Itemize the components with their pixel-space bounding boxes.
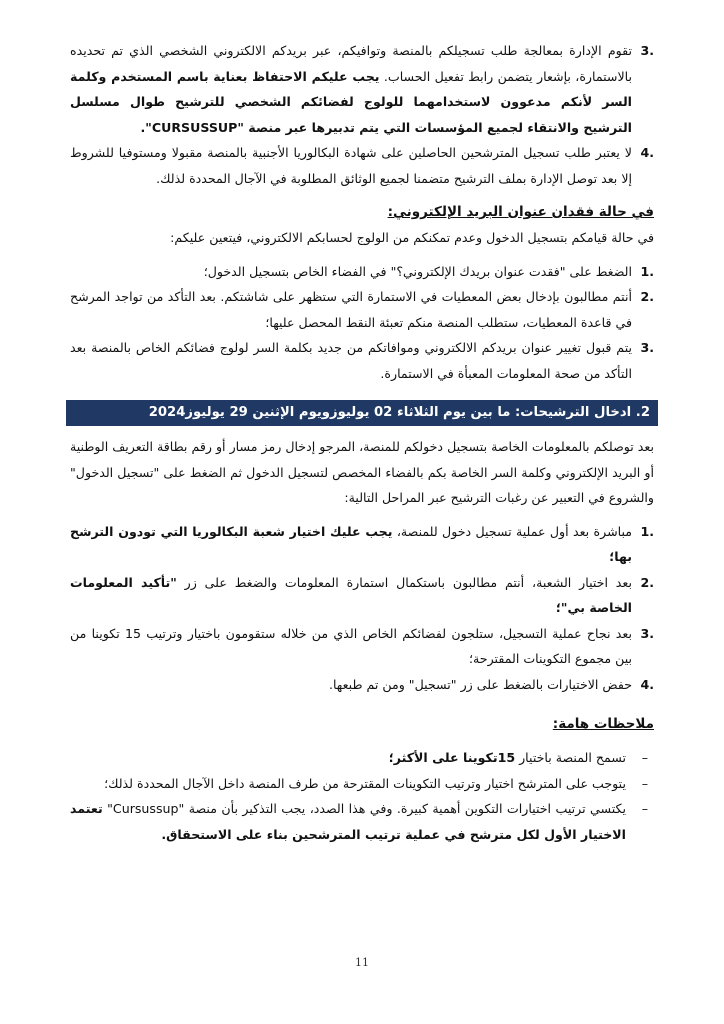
item-number: 3. <box>640 340 654 355</box>
dash-bullet: – <box>641 750 648 765</box>
item-text: بعد نجاح عملية التسجيل، ستلجون لفضائكم الخاص الذي من خلاله ستقومون باختيار وترتيب 15 تكوينا من بين مجموع التكوينات المقترحة؛ <box>70 625 632 666</box>
item-number: 1. <box>640 523 654 539</box>
item-text: تسمح المنصة باختيار <box>515 750 626 765</box>
list-item <box>70 745 654 771</box>
list-item <box>70 38 654 140</box>
item-text: مباشرة بعد أول عملية تسجيل دخول للمنصة، <box>392 523 633 539</box>
section-2-title-bar: 2. ادخال الترشيحات: ما بين يوم الثلاثاء 02 يوليوزويوم الإثنين 29 يوليوز2024 <box>66 400 658 426</box>
section-2-intro: بعد توصلكم بالمعلومات الخاصة بتسجيل دخولكم للمنصة، المرجو إدخال رمز مسار أو رقم بطاقة التعريف الوطنية أو البريد الإلكتروني وكلمة السر الخاصة بكم بالفضاء المخصص لتسجيل الدخول ثم الضغط على "تسجيل الدخول" والشروع في التعبير عن رغبات الترشيح عبر المراحل التالية: <box>70 439 654 505</box>
list-item <box>70 771 654 797</box>
item-text: يتوجب على المترشح اختيار وترتيب التكوينات المقترحة من طرف المنصة داخل الآجال المحددة لذلك؛ <box>104 775 626 791</box>
list-item <box>70 284 654 335</box>
page-number: 11 <box>355 956 369 969</box>
email-section-list <box>70 259 654 387</box>
item-number: 2. <box>640 289 654 304</box>
item-number: 4. <box>640 145 654 160</box>
item-text-bold: يجب عليك اختيار شعبة البكالوريا التي تودون الترشح بها؛ <box>70 523 632 564</box>
list-item <box>70 140 654 191</box>
item-text-bold: 15تكوينا على الأكثر؛ <box>388 750 516 765</box>
item-text: لا يعتبر طلب تسجيل المترشحين الحاصلين على شهادة البكالوريا الأجنبية بالمنصة مقبولا ومستوفيا للشروط إلا بعد توصل الإدارة بملف الترشيح متضمنا لجميع الوثائق المطلوبة في الآجال المحددة لذلك. <box>70 145 632 186</box>
notes-heading: ملاحظات هامة: <box>552 716 654 732</box>
email-section-heading: في حالة فقدان عنوان البريد الإلكتروني: <box>387 204 654 220</box>
list-item <box>70 621 654 672</box>
top-list <box>70 38 654 191</box>
list-item <box>70 672 654 698</box>
item-number: 1. <box>640 263 654 279</box>
item-text-bold: يجب عليكم الاحتفاظ بعناية باسم المستخدم وكلمة السر لأنكم مدعوون لاستخدامهما للولوج لفضائكم الشخصي للترشيح طوال مسلسل الترشيح والانتقاء لجميع المؤسسات التي يتم تدبيرها عبر منصة "CURSUSSUP". <box>70 68 632 135</box>
list-item <box>70 796 654 847</box>
dash-bullet: – <box>641 801 648 816</box>
list-item <box>70 259 654 285</box>
list-item <box>70 570 654 621</box>
list-item <box>70 519 654 570</box>
dash-bullet: – <box>641 775 648 791</box>
item-text: تقوم الإدارة بمعالجة طلب تسجيلكم بالمنصة وتوافيكم، عبر بريدكم الالكتروني الشخصي الذي تم تحديده بالاستمارة، بإشعار يتضمن رابط تفعيل الحساب. <box>70 43 632 84</box>
item-text-bold: "تأكيد المعلومات الخاصة بي"؛ <box>70 574 632 615</box>
item-number: 3. <box>640 625 654 641</box>
section-2-steps <box>70 519 654 698</box>
document-page <box>70 38 654 847</box>
item-text: الضغط على "فقدت عنوان بريدك الإلكتروني؟" في الفضاء الخاص بتسجيل الدخول؛ <box>203 263 632 279</box>
item-text: بعد اختيار الشعبة، أنتم مطالبون باستكمال استمارة المعلومات والضغط على زر <box>176 574 632 590</box>
item-text: يتم قبول تغيير عنوان بريدكم الالكتروني وموافاتكم من جديد بكلمة السر لولوج فضائكم الخاص بالمنصة بعد التأكد من صحة المعلومات المعبأة في الاستمارة. <box>70 340 632 381</box>
item-number: 3. <box>640 43 654 58</box>
item-text: حفض الاختيارات بالضغط على زر "تسجيل" ومن تم طبعها. <box>328 676 632 692</box>
list-item <box>70 335 654 386</box>
item-number: 4. <box>640 676 654 692</box>
notes-list <box>70 745 654 847</box>
item-number: 2. <box>640 574 654 590</box>
item-text: أنتم مطالبون بإدخال بعض المعطيات في الاستمارة التي ستظهر على شاشتكم. بعد التأكد من تواجد المرشح في قاعدة المعطيات، ستطلب المنصة منكم تعبئة النقط المحصل عليها؛ <box>70 289 632 330</box>
item-text: يكتسي ترتيب اختيارات التكوين أهمية كبيرة. وفي هذا الصدد، يجب التذكير بأن منصة "Cursussup" <box>102 801 626 816</box>
item-text-bold: تعتمد الاختيار الأول لكل مترشح في عملية ترتيب المترشحين بناء على الاستحقاق. <box>70 801 626 842</box>
email-section-intro: في حالة قيامكم بتسجيل الدخول وعدم تمكنكم من الولوج لحسابكم الالكتروني، فيتعين عليكم: <box>170 230 654 245</box>
